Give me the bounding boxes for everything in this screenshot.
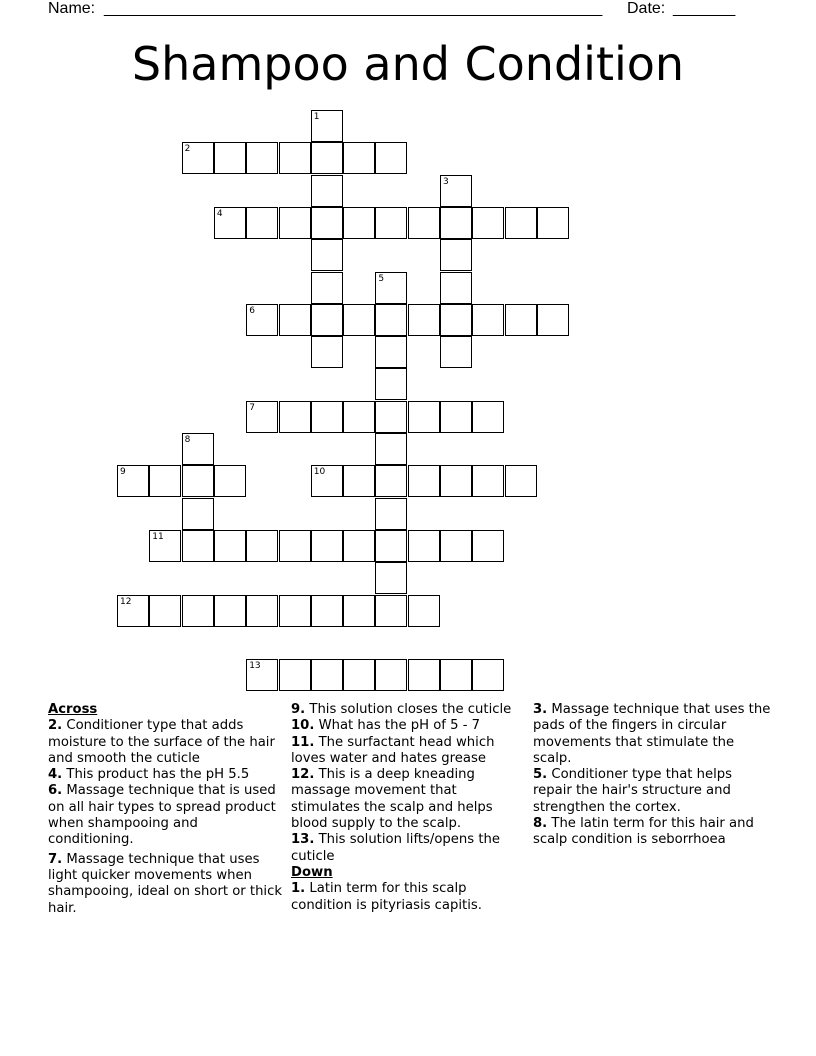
grid-cell[interactable] bbox=[311, 175, 343, 207]
clue-down-8: 8. The latin term for this hair and scalp condition is seborrhoea bbox=[533, 816, 754, 848]
grid-cell[interactable] bbox=[311, 272, 343, 304]
grid-cell[interactable] bbox=[375, 368, 407, 400]
grid-cell[interactable] bbox=[214, 595, 246, 627]
clue-across-4: 4. This product has the pH 5.5 bbox=[48, 767, 250, 783]
grid-cell[interactable] bbox=[343, 465, 375, 497]
clue-number: 10 bbox=[313, 467, 326, 478]
clue-across-10: 10. What has the pH of 5 - 7 bbox=[291, 718, 481, 734]
grid-cell[interactable] bbox=[440, 272, 472, 304]
grid-cell[interactable] bbox=[149, 595, 181, 627]
clue-across-11: 11. The surfactant head which loves water and hates grease bbox=[291, 734, 495, 766]
grid-cell[interactable] bbox=[246, 142, 278, 174]
clue-number: 12 bbox=[120, 596, 132, 607]
grid-cell[interactable] bbox=[117, 465, 149, 497]
grid-cell[interactable] bbox=[279, 207, 311, 239]
grid-cell[interactable] bbox=[246, 304, 278, 336]
clue-number: 5 bbox=[378, 273, 385, 284]
grid-cell[interactable] bbox=[311, 207, 343, 239]
grid-cell[interactable] bbox=[505, 207, 537, 239]
grid-cell[interactable] bbox=[214, 207, 246, 239]
clue-across-2: 2. Conditioner type that adds moisture to the surface of the hair and smooth the cuticle bbox=[48, 718, 275, 766]
grid-cell[interactable] bbox=[440, 401, 472, 433]
clue-number: 1 bbox=[313, 112, 320, 122]
grid-cell[interactable] bbox=[408, 207, 440, 239]
clue-across-6: 6. Massage technique that is used on all hair types to spread product when shampooing and conditioning. bbox=[48, 783, 276, 848]
grid-cell[interactable] bbox=[343, 530, 375, 562]
grid-cell[interactable] bbox=[311, 239, 343, 271]
grid-cell[interactable] bbox=[375, 304, 407, 336]
clue-down-3: 3. Massage technique that uses the pads of the fingers in circular movements that stimulate the scalp. bbox=[533, 702, 771, 766]
clues-column-1 bbox=[48, 702, 284, 917]
clue-across-12: 12. This is a deep kneading massage movement that stimulates the scalp and helps blood supply to the scalp. bbox=[291, 767, 493, 832]
grid-cell[interactable] bbox=[279, 595, 311, 627]
grid-cell[interactable] bbox=[440, 207, 472, 239]
grid-cell[interactable] bbox=[440, 239, 472, 271]
clue-across-7: 7. Massage technique that uses light quicker movements when shampooing, ideal on short or thick hair. bbox=[48, 851, 282, 916]
clue-number: 11 bbox=[152, 531, 164, 542]
grid-cell[interactable] bbox=[375, 498, 407, 530]
grid-cell[interactable] bbox=[182, 498, 214, 530]
grid-cell[interactable] bbox=[408, 659, 440, 691]
grid-cell[interactable] bbox=[279, 304, 311, 336]
grid-cell[interactable] bbox=[246, 207, 278, 239]
across-heading: Across bbox=[48, 702, 98, 717]
grid-cell[interactable] bbox=[472, 401, 504, 433]
grid-cell[interactable] bbox=[246, 401, 278, 433]
clue-number: 13 bbox=[249, 661, 261, 672]
grid-cell[interactable] bbox=[472, 207, 504, 239]
grid-cell[interactable] bbox=[343, 207, 375, 239]
grid-cell[interactable] bbox=[440, 304, 472, 336]
grid-cell[interactable] bbox=[375, 562, 407, 594]
grid-cell[interactable] bbox=[279, 659, 311, 691]
name-label: Name: bbox=[48, 0, 96, 17]
name-line[interactable]: ________________________________________________________ bbox=[104, 0, 603, 17]
clues-column-2 bbox=[291, 702, 527, 914]
grid-cell[interactable] bbox=[343, 304, 375, 336]
grid-cell[interactable] bbox=[279, 401, 311, 433]
date-label: Date: bbox=[627, 0, 666, 17]
grid-cell[interactable] bbox=[343, 401, 375, 433]
grid-cell[interactable] bbox=[505, 304, 537, 336]
down-heading: Down bbox=[291, 864, 333, 880]
grid-cell[interactable] bbox=[343, 595, 375, 627]
grid-cell[interactable] bbox=[375, 207, 407, 239]
grid-cell[interactable] bbox=[375, 401, 407, 433]
grid-cell[interactable] bbox=[440, 530, 472, 562]
grid-cell[interactable] bbox=[408, 595, 440, 627]
clue-number: 4 bbox=[216, 208, 223, 219]
grid-cell[interactable] bbox=[311, 401, 343, 433]
grid-cell[interactable] bbox=[440, 175, 472, 207]
grid-cell[interactable] bbox=[375, 142, 407, 174]
grid-cell[interactable] bbox=[440, 659, 472, 691]
grid-cell[interactable] bbox=[375, 595, 407, 627]
clue-down-5: 5. Conditioner type that helps repair the hair's structure and strengthen the cortex. bbox=[533, 767, 733, 815]
grid-cell[interactable] bbox=[311, 110, 343, 142]
grid-cell[interactable] bbox=[472, 530, 504, 562]
grid-cell[interactable] bbox=[408, 530, 440, 562]
grid-cell[interactable] bbox=[246, 595, 278, 627]
grid-cell[interactable] bbox=[472, 304, 504, 336]
grid-cell[interactable] bbox=[375, 659, 407, 691]
grid-cell[interactable] bbox=[117, 595, 149, 627]
grid-cell[interactable] bbox=[408, 304, 440, 336]
grid-cell[interactable] bbox=[343, 142, 375, 174]
grid-cell[interactable] bbox=[311, 142, 343, 174]
grid-cell[interactable] bbox=[408, 401, 440, 433]
grid-cell[interactable] bbox=[440, 336, 472, 368]
grid-cell[interactable] bbox=[311, 530, 343, 562]
clue-number: 9 bbox=[120, 467, 126, 478]
grid-cell[interactable] bbox=[246, 530, 278, 562]
grid-cell[interactable] bbox=[149, 530, 181, 562]
clues-column-3 bbox=[533, 702, 773, 849]
grid-cell[interactable] bbox=[375, 530, 407, 562]
clue-number: 6 bbox=[249, 305, 255, 316]
grid-cell[interactable] bbox=[182, 142, 214, 174]
grid-cell[interactable] bbox=[505, 465, 537, 497]
clue-number: 2 bbox=[184, 144, 191, 155]
grid-cell[interactable] bbox=[279, 530, 311, 562]
grid-cell[interactable] bbox=[246, 659, 278, 691]
clue-number: 8 bbox=[184, 435, 191, 445]
grid-cell[interactable] bbox=[537, 304, 569, 336]
grid-cell[interactable] bbox=[311, 595, 343, 627]
page-title: Shampoo and Condition bbox=[131, 37, 685, 91]
grid-cell[interactable] bbox=[182, 530, 214, 562]
grid-cell[interactable] bbox=[311, 659, 343, 691]
grid-cell[interactable] bbox=[149, 465, 181, 497]
grid-cell[interactable] bbox=[311, 336, 343, 368]
grid-cell[interactable] bbox=[214, 530, 246, 562]
grid-cell[interactable] bbox=[537, 207, 569, 239]
grid-cell[interactable] bbox=[343, 659, 375, 691]
grid-cell[interactable] bbox=[214, 142, 246, 174]
grid-cell[interactable] bbox=[279, 142, 311, 174]
grid-cell[interactable] bbox=[375, 465, 407, 497]
grid-cell[interactable] bbox=[311, 465, 343, 497]
grid-cell[interactable] bbox=[375, 433, 407, 465]
clue-across-13: 13. This solution lifts/opens the cuticle bbox=[291, 832, 500, 864]
date-line[interactable]: _______ bbox=[673, 0, 736, 17]
clue-number: 7 bbox=[249, 402, 255, 413]
grid-cell[interactable] bbox=[182, 595, 214, 627]
clue-down-1: 1. Latin term for this scalp condition is pityriasis capitis. bbox=[291, 881, 482, 913]
grid-cell[interactable] bbox=[182, 433, 214, 465]
grid-cell[interactable] bbox=[472, 659, 504, 691]
grid-cell[interactable] bbox=[472, 465, 504, 497]
grid-cell[interactable] bbox=[440, 465, 472, 497]
clue-across-9: 9. This solution closes the cuticle bbox=[291, 702, 512, 717]
grid-cell[interactable] bbox=[408, 465, 440, 497]
grid-cell[interactable] bbox=[375, 272, 407, 304]
grid-cell[interactable] bbox=[311, 304, 343, 336]
clue-number: 3 bbox=[443, 176, 449, 187]
grid-cell[interactable] bbox=[182, 465, 214, 497]
grid-cell[interactable] bbox=[214, 465, 246, 497]
grid-cell[interactable] bbox=[375, 336, 407, 368]
